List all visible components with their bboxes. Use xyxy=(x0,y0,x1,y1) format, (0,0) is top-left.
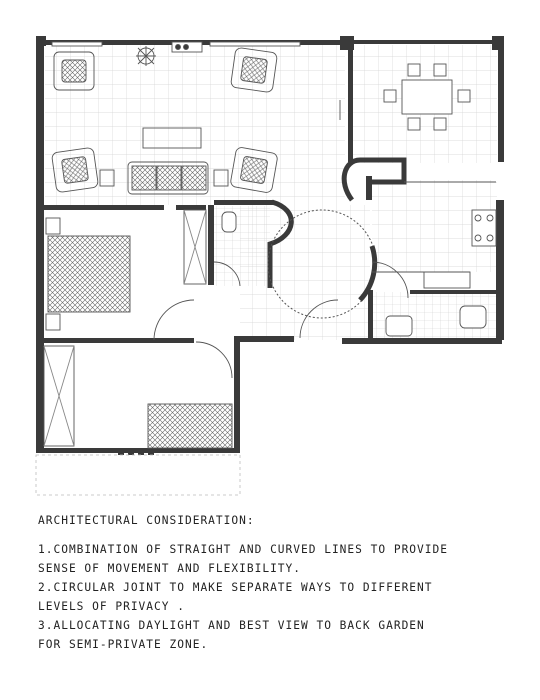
wall-right-upper xyxy=(498,50,504,162)
wall-right-lower xyxy=(496,200,504,340)
wall-top-right xyxy=(354,40,494,44)
note-line: 3.ALLOCATING DAYLIGHT AND BEST VIEW TO BACK GARDEN xyxy=(38,619,425,632)
wall-laundry-left xyxy=(368,290,373,340)
bedroom-1 xyxy=(46,210,206,340)
window-top-right xyxy=(210,42,300,46)
wall-bath-left xyxy=(208,205,214,285)
wall-bed1-bottom xyxy=(44,338,194,343)
wash-basin xyxy=(386,316,412,336)
sofa xyxy=(128,162,208,194)
nightstand-top xyxy=(46,218,60,234)
chair-1 xyxy=(408,64,420,76)
chair-4 xyxy=(434,118,446,130)
note-line: SENSE OF MOVEMENT AND FLEXIBILITY. xyxy=(38,562,302,575)
nightstand-bottom xyxy=(46,314,60,330)
tv-speaker-right xyxy=(184,45,189,50)
wall-bed2-step xyxy=(234,336,294,342)
kitchen-sink xyxy=(424,272,470,288)
window-top-left xyxy=(52,42,102,46)
chair-5 xyxy=(384,90,396,102)
burner-2 xyxy=(487,215,493,221)
note-line: LEVELS OF PRIVACY . xyxy=(38,600,185,613)
wall-top-left xyxy=(36,36,46,46)
wall-bed2-right xyxy=(234,338,240,450)
wall-bed1-top xyxy=(44,205,164,210)
tv-speaker-left xyxy=(176,45,181,50)
chair-6 xyxy=(458,90,470,102)
wall-bed1-top-2 xyxy=(176,205,206,210)
wall-top-pier xyxy=(340,36,354,50)
note-line: 2.CIRCULAR JOINT TO MAKE SEPARATE WAYS TO DIFFERENT xyxy=(38,581,433,594)
wall-mid-vertical xyxy=(348,50,353,162)
chair-2 xyxy=(434,64,446,76)
double-bed xyxy=(48,236,130,312)
plant-icon xyxy=(136,46,156,66)
wall-bath-top xyxy=(214,200,274,205)
notes-title: ARCHITECTURAL CONSIDERATION: xyxy=(38,514,255,527)
dining-table xyxy=(402,80,452,114)
door-swing-bedroom-2 xyxy=(196,342,232,378)
architectural-notes xyxy=(38,514,518,657)
note-line: FOR SEMI-PRIVATE ZONE. xyxy=(38,638,209,651)
wall-laundry-top xyxy=(410,290,500,294)
bedroom-2 xyxy=(44,342,232,448)
chair-3 xyxy=(408,118,420,130)
burner-3 xyxy=(475,235,481,241)
burner-4 xyxy=(487,235,493,241)
single-bed xyxy=(148,404,232,448)
wall-lower-right xyxy=(342,338,502,344)
washing-machine xyxy=(460,306,486,328)
note-line: 1.COMBINATION OF STRAIGHT AND CURVED LINES TO PROVIDE xyxy=(38,543,448,556)
toilet xyxy=(222,212,236,232)
wall-left xyxy=(36,46,44,451)
stove xyxy=(472,210,496,246)
wall-corner-right xyxy=(492,36,504,50)
terrace-outline xyxy=(36,455,240,495)
burner-1 xyxy=(475,215,481,221)
door-swing-bedroom-1 xyxy=(154,300,194,340)
